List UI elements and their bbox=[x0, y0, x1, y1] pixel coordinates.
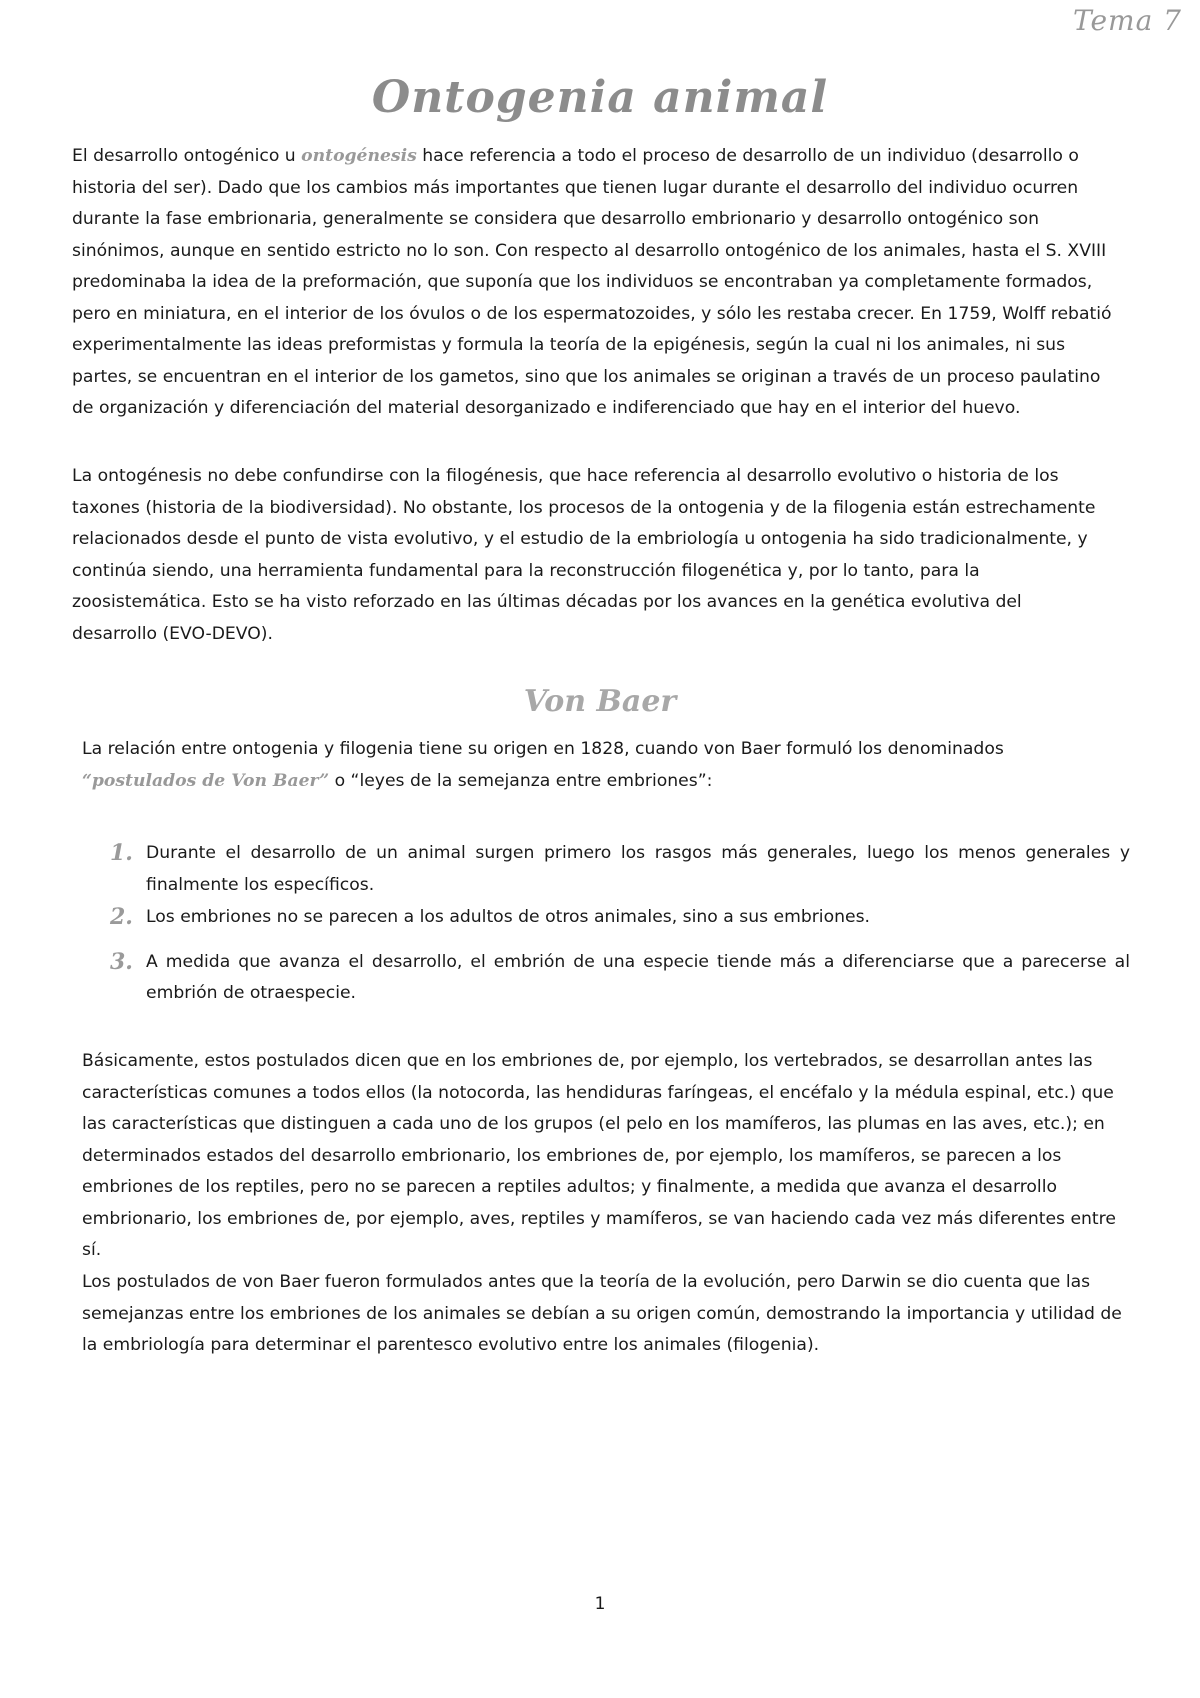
postulates-list bbox=[82, 838, 1130, 1010]
intro-text: La relación entre ontogenia y filogenia tiene su origen en 1828, cuando von Baer formuló los denominados bbox=[82, 739, 1004, 759]
intro-text: o “leyes de la semejanza entre embriones”: bbox=[329, 770, 713, 791]
section-intro bbox=[82, 734, 1102, 797]
list-number: 2. bbox=[110, 904, 133, 930]
paragraph-text: El desarrollo ontogénico u bbox=[72, 146, 302, 166]
list-item bbox=[82, 838, 1130, 901]
section-heading: Von Baer bbox=[523, 684, 677, 719]
topic-label: Tema 7 bbox=[1072, 4, 1182, 37]
list-item bbox=[82, 902, 1130, 934]
paragraph-ontogenesis bbox=[72, 141, 1112, 425]
paragraph-filogenesis: La ontogénesis no debe confundirse con la filogénesis, que hace referencia al desarrollo evolutivo o historia de los taxones (historia de la biodiversidad). No obstante, los procesos de la ontogenia y de la filogenia están estrechamente relacionados desde el punto de vista evolutivo, y el estudio de la embriología u ontogenia ha sido tradicionalmente, y continúa siendo, una herramienta fundamental para la reconstrucción filogenética y, por lo tanto, para la zoosistemática. Esto se ha visto reforzado en las últimas décadas por los avances en la genética evolutiva del desarrollo (EVO-DEVO). bbox=[72, 466, 1096, 644]
list-item-text: Durante el desarrollo de un animal surgen primero los rasgos más generales, luego los menos generales y finalmente los específicos. bbox=[146, 843, 1130, 895]
paragraph-darwin: Los postulados de von Baer fueron formulados antes que la teoría de la evolución, pero Darwin se dio cuenta que las semejanzas entre los embriones de los animales se debían a su origen común, demostrando la importancia y utilidad de la embriología para determinar el parentesco evolutivo entre los animales (filogenia). bbox=[82, 1272, 1122, 1355]
list-item-text: A medida que avanza el desarrollo, el embrión de una especie tiende más a diferenciarse que a parecerse al embrión de otraespecie. bbox=[146, 951, 1130, 1003]
page-number: 1 bbox=[594, 1594, 606, 1614]
list-number: 1. bbox=[110, 840, 133, 866]
list-item-text: Los embriones no se parecen a los adultos de otros animales, sino a sus embriones. bbox=[146, 907, 870, 927]
list-item bbox=[82, 947, 1130, 1010]
paragraph-explanation: Básicamente, estos postulados dicen que en los embriones de, por ejemplo, los vertebrados, se desarrollan antes las características comunes a todos ellos (la notocorda, las hendiduras faríngeas, el encéfalo y la médula espinal, etc.) que las características que distinguen a cada uno de los grupos (el pelo en los mamíferos, las plumas en las aves, etc.); en determinados estados del desarrollo embrionario, los embriones de, por ejemplo, los mamíferos, se parecen a los embriones de los reptiles, pero no se parecen a reptiles adultos; y finalmente, a medida que avanza el desarrollo embrionario, los embriones de, por ejemplo, aves, reptiles y mamíferos, se van haciendo cada vez más diferentes entre sí. bbox=[82, 1051, 1116, 1260]
list-number: 3. bbox=[110, 948, 133, 975]
page-title: Ontogenia animal bbox=[371, 72, 829, 123]
highlight-term: ontogénesis bbox=[301, 146, 417, 166]
highlight-term: “postulados de Von Baer” bbox=[82, 770, 330, 791]
paragraph-text: hace referencia a todo el proceso de desarrollo de un individuo (desarrollo o historia del ser). Dado que los cambios más importantes que tienen lugar durante el desarrollo del individuo ocurren durante la fase embrionaria, generalmente se considera que desarrollo embrionario y desarrollo ontogénico son sinónimos, aunque en sentido estricto no lo son. Con respecto al desarrollo ontogénico de los animales, hasta el S. XVIII predominaba la idea de la preformación, que suponía que los individuos se encontraban ya completamente formados, pero en miniatura, en el interior de los óvulos o de los espermatozoides, y sólo les restaba crecer. En 1759, Wolff rebatió experimentalmente las ideas preformistas y formula la teoría de la epigénesis, según la cual ni los animales, ni sus partes, se encuentran en el interior de los gametos, sino que los animales se originan a través de un proceso paulatino de organización y diferenciación del material desorganizado e indiferenciado que hay en el interior del huevo. bbox=[72, 146, 1112, 418]
